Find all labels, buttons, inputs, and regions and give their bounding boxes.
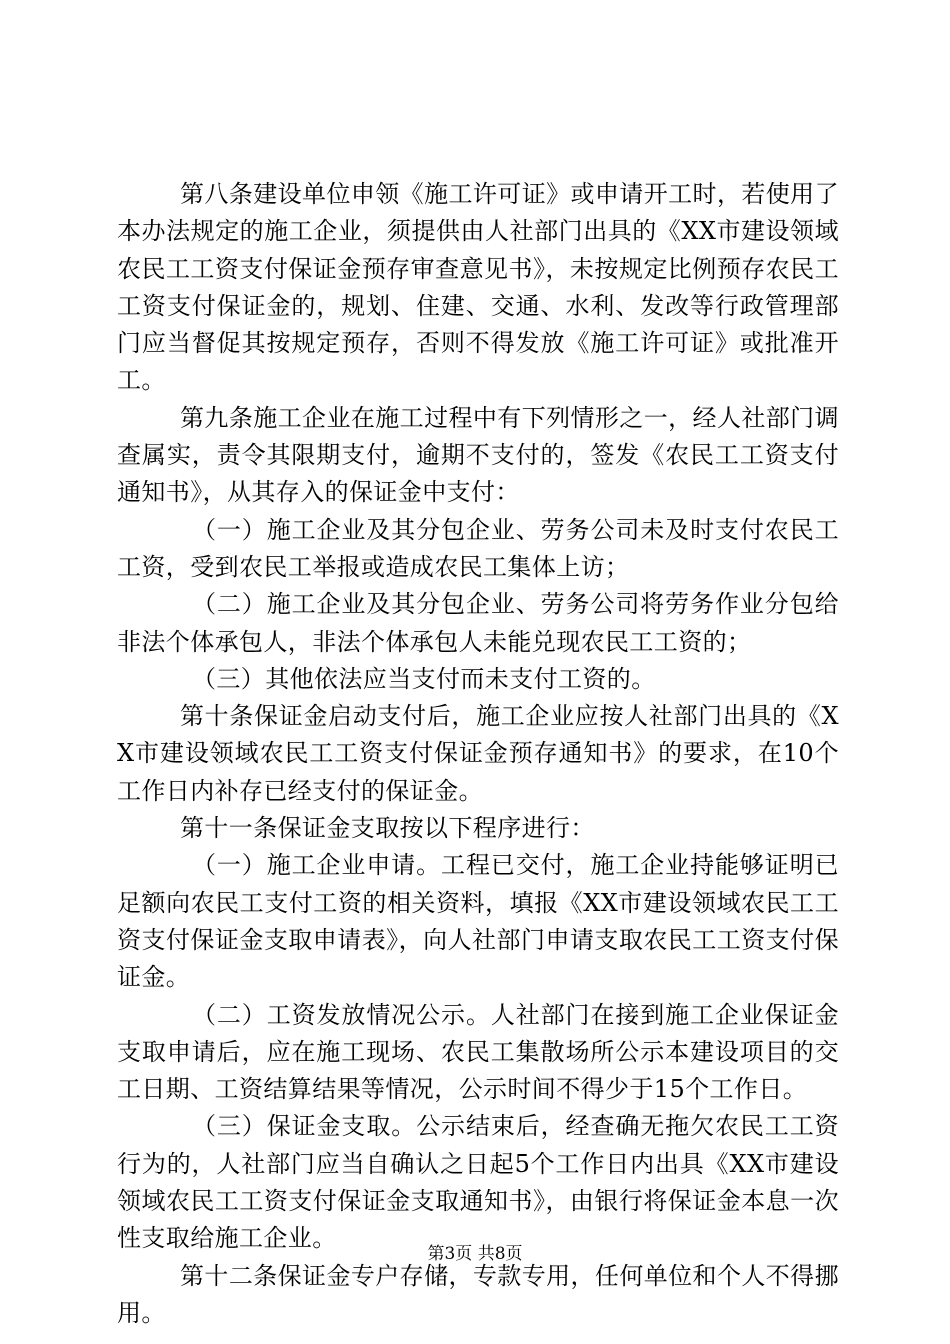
paragraph-article-11-item-2: （二）工资发放情况公示。人社部门在接到施工企业保证金支取申请后，应在施工现场、农民工集散场所公示本建设项目的交工日期、工资结算结果等情况，公示时间不得少于15个工作日。 <box>117 1000 839 1104</box>
paragraph-article-10: 第十条保证金启动支付后，施工企业应按人社部门出具的《XX市建设领域农民工工资支付保证金预存通知书》的要求，在10个工作日内补存已经支付的保证金。 <box>117 702 839 805</box>
paragraph-article-12: 第十二条保证金专户存储，专款专用，任何单位和个人不得挪用。 <box>117 1261 839 1327</box>
paragraph-article-9: 第九条施工企业在施工过程中有下列情形之一，经人社部门调查属实，责令其限期支付，逾期不支付的，签发《农民工工资支付通知书》，从其存入的保证金中支付： <box>117 403 839 507</box>
page-number: 第3页 <box>427 1244 473 1264</box>
document-body <box>117 176 839 1332</box>
paragraph-article-9-item-2: （二）施工企业及其分包企业、劳务公司将劳务作业分包给非法个体承包人，非法个体承包人未能兑现农民工工资的； <box>117 590 839 656</box>
paragraph-article-9-item-1: （一）施工企业及其分包企业、劳务公司未及时支付农民工工资，受到农民工举报或造成农民工集体上访； <box>117 515 839 581</box>
paragraph-article-11: 第十一条保证金支取按以下程序进行： <box>180 814 595 843</box>
paragraph-article-11-item-3: （三）保证金支取。公示结束后，经查确无拖欠农民工工资行为的，人社部门应当自确认之日起5个工作日内出具《XX市建设领域农民工工资支付保证金支取通知书》，由银行将保证金本息一次性支取给施工企业。 <box>117 1112 839 1253</box>
paragraph-article-8: 第八条建设单位申领《施工许可证》或申请开工时，若使用了本办法规定的施工企业，须提供由人社部门出具的《XX市建设领域农民工工资支付保证金预存审查意见书》，未按规定比例预存农民工工资支付保证金的，规划、住建、交通、水利、发改等行政管理部门应当督促其按规定预存，否则不得发放《施工许可证》或批准开工。 <box>117 180 839 395</box>
paragraph-article-9-item-3: （三）其他依法应当支付而未支付工资的。 <box>192 664 656 693</box>
page-footer <box>0 1242 950 1266</box>
paragraph-article-11-item-1: （一）施工企业申请。工程已交付，施工企业持能够证明已足额向农民工支付工资的相关资料，填报《XX市建设领域农民工工资支付保证金支取申请表》，向人社部门申请支取农民工工资支付保证金。 <box>117 851 839 992</box>
page-total: 共8页 <box>477 1244 523 1264</box>
